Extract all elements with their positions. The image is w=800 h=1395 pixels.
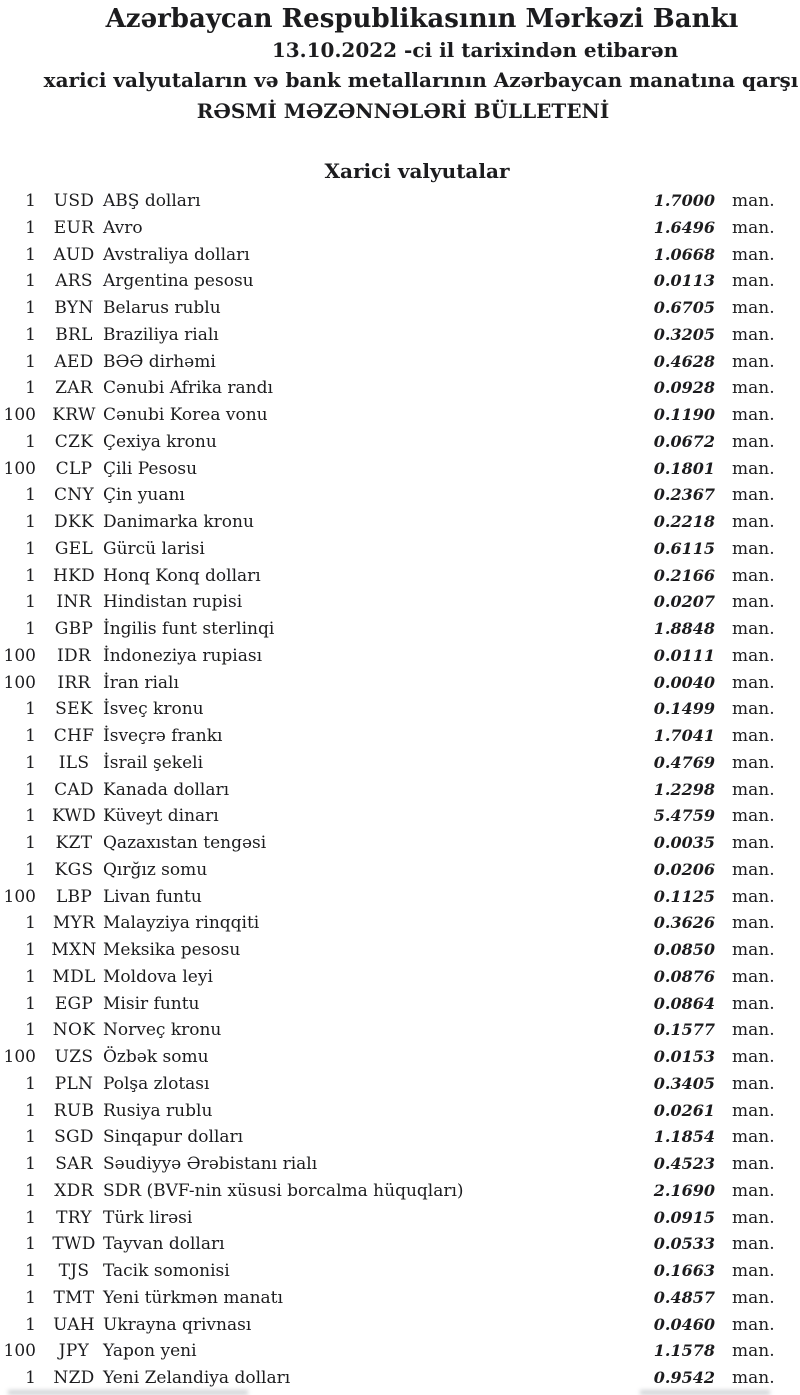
currency-code-cell: CLP	[55, 458, 93, 479]
section-title-foreign-currencies: Xarici valyutalar	[324, 159, 510, 183]
currency-code-cell: ZAR	[55, 378, 93, 399]
currency-name-cell: BƏƏ dirhəmi	[103, 351, 216, 372]
currency-name-cell: Gürcü larisi	[103, 538, 205, 559]
currency-name-cell: Səudiyyə Ərəbistanı rialı	[103, 1154, 318, 1174]
rate-value-cell: 1.1854	[653, 1127, 715, 1147]
quantity-cell: 1	[25, 726, 36, 746]
table-row	[0, 670, 800, 697]
unit-cell: man.	[732, 351, 775, 372]
rate-value-cell: 0.0113	[653, 271, 715, 291]
currency-name-cell: Misir funtu	[103, 993, 200, 1014]
table-row	[0, 1231, 800, 1258]
quantity-cell: 1	[25, 1368, 36, 1388]
currency-code-cell: UAH	[53, 1314, 95, 1335]
rate-value-cell: 0.2367	[653, 485, 715, 505]
currency-name-cell: Avstraliya dolları	[103, 244, 250, 265]
table-row	[0, 509, 800, 536]
currency-name-cell: Meksika pesosu	[103, 940, 241, 960]
quantity-cell: 1	[25, 485, 36, 506]
rate-value-cell: 0.0035	[653, 833, 715, 852]
currency-code-cell: SGD	[54, 1127, 94, 1148]
currency-name-cell: Yapon yeni	[103, 1341, 197, 1362]
quantity-cell: 1	[25, 271, 36, 292]
table-row	[0, 884, 800, 911]
rate-value-cell: 0.9542	[653, 1368, 715, 1387]
currency-code-cell: TMT	[53, 1287, 95, 1308]
currency-code-cell: INR	[56, 592, 92, 613]
rate-value-cell: 0.1499	[653, 699, 715, 719]
table-row	[0, 1285, 800, 1312]
currency-code-cell: KGS	[54, 859, 94, 880]
document-subtitle: xarici valyutaların və bank metallarının Azərbaycan manatına qarşı	[43, 68, 799, 92]
unit-cell: man.	[732, 752, 775, 773]
rate-value-cell: 0.4769	[653, 752, 715, 772]
currency-code-cell: KZT	[55, 833, 93, 853]
currency-name-cell: İsveç kronu	[103, 699, 204, 720]
unit-cell: man.	[732, 940, 775, 960]
rate-value-cell: 0.0533	[653, 1234, 715, 1254]
currency-name-cell: Tayvan dolları	[103, 1234, 225, 1255]
table-row	[0, 937, 800, 964]
rate-value-cell: 0.0850	[653, 940, 715, 959]
quantity-cell: 1	[25, 191, 36, 211]
table-row	[0, 295, 800, 322]
table-row	[0, 830, 800, 857]
currency-name-cell: Kanada dolları	[103, 779, 230, 800]
rate-value-cell: 0.0672	[653, 431, 715, 451]
quantity-cell: 1	[25, 993, 36, 1014]
table-row	[0, 910, 800, 937]
unit-cell: man.	[732, 672, 775, 693]
currency-name-cell: Danimarka kronu	[103, 512, 254, 532]
currency-code-cell: CHF	[53, 726, 95, 746]
currency-name-cell: Qazaxıstan tengəsi	[103, 833, 267, 853]
table-row	[0, 777, 800, 804]
currency-name-cell: Tacik somonisi	[103, 1261, 230, 1281]
rate-value-cell: 2.1690	[653, 1180, 715, 1200]
currency-code-cell: PLN	[54, 1073, 94, 1094]
table-row	[0, 563, 800, 590]
currency-code-cell: DKK	[54, 512, 94, 532]
currency-name-cell: Sinqapur dolları	[103, 1127, 244, 1148]
unit-cell: man.	[732, 833, 775, 853]
table-row	[0, 1178, 800, 1205]
currency-name-cell: Argentina pesosu	[103, 271, 254, 292]
unit-cell: man.	[732, 806, 775, 827]
unit-cell: man.	[732, 1100, 775, 1121]
table-row	[0, 1124, 800, 1151]
currency-code-cell: HKD	[52, 565, 96, 586]
table-row	[0, 188, 800, 215]
rate-value-cell: 1.2298	[653, 779, 715, 799]
quantity-cell: 1	[25, 940, 36, 960]
quantity-cell: 1	[25, 1287, 36, 1308]
quantity-cell: 100	[3, 1341, 36, 1362]
unit-cell: man.	[732, 538, 775, 559]
currency-name-cell: Türk lirəsi	[103, 1207, 193, 1228]
unit-cell: man.	[732, 993, 775, 1014]
unit-cell: man.	[732, 619, 775, 639]
table-row	[0, 402, 800, 429]
table-row	[0, 643, 800, 670]
unit-cell: man.	[732, 405, 775, 425]
quantity-cell: 1	[25, 806, 36, 827]
rate-value-cell: 0.1190	[653, 405, 715, 424]
currency-name-cell: Yeni Zelandiya dolları	[103, 1368, 291, 1388]
quantity-cell: 1	[25, 1073, 36, 1094]
unit-cell: man.	[732, 458, 775, 479]
quantity-cell: 1	[25, 1207, 36, 1228]
rate-value-cell: 0.2218	[653, 512, 715, 531]
currency-name-cell: Malayziya rinqqiti	[103, 913, 260, 934]
unit-cell: man.	[732, 886, 775, 907]
currency-code-cell: TJS	[58, 1261, 90, 1281]
rate-value-cell: 0.1577	[653, 1020, 715, 1040]
currency-code-cell: AED	[54, 351, 94, 372]
rate-value-cell: 0.3205	[653, 324, 715, 344]
unit-cell: man.	[732, 1047, 775, 1067]
rate-value-cell: 1.1578	[653, 1341, 715, 1361]
effective-date-line: 13.10.2022 -ci il tarixindən etibarən	[271, 38, 679, 62]
currency-code-cell: SEK	[55, 699, 93, 720]
currency-code-cell: ARS	[55, 271, 93, 292]
unit-cell: man.	[732, 271, 775, 292]
quantity-cell: 1	[25, 565, 36, 586]
currency-name-cell: Küveyt dinarı	[103, 806, 219, 827]
table-row	[0, 803, 800, 830]
unit-cell: man.	[732, 1154, 775, 1174]
quantity-cell: 1	[25, 913, 36, 934]
quantity-cell: 1	[25, 592, 36, 613]
unit-cell: man.	[732, 1314, 775, 1335]
unit-cell: man.	[732, 1127, 775, 1148]
currency-name-cell: Yeni türkmən manatı	[103, 1287, 283, 1308]
currency-code-cell: ILS	[58, 752, 90, 773]
quantity-cell: 1	[25, 833, 36, 853]
unit-cell: man.	[732, 298, 775, 318]
quantity-cell: 1	[25, 431, 36, 452]
currency-name-cell: Braziliya rialı	[103, 324, 219, 345]
rate-value-cell: 1.6496	[653, 217, 715, 237]
rate-value-cell: 0.0460	[653, 1314, 715, 1334]
quantity-cell: 1	[25, 1100, 36, 1121]
quantity-cell: 1	[25, 512, 36, 532]
currency-name-cell: Rusiya rublu	[103, 1100, 213, 1121]
table-row	[0, 991, 800, 1018]
currency-name-cell: İsrail şekeli	[103, 752, 203, 773]
unit-cell: man.	[732, 512, 775, 532]
currency-name-cell: Hindistan rupisi	[103, 592, 243, 613]
rate-value-cell: 1.7041	[653, 726, 715, 745]
currency-name-cell: Avro	[103, 217, 143, 238]
currency-code-cell: MXN	[51, 940, 97, 960]
table-row	[0, 429, 800, 456]
rate-value-cell: 5.4759	[653, 806, 715, 826]
rate-value-cell: 0.0915	[653, 1207, 715, 1227]
quantity-cell: 100	[3, 645, 36, 666]
currency-name-cell: İngilis funt sterlinqi	[103, 619, 275, 639]
unit-cell: man.	[732, 699, 775, 720]
rate-value-cell: 0.3405	[653, 1073, 715, 1093]
currency-code-cell: BRL	[55, 324, 93, 345]
rate-value-cell: 1.7000	[653, 191, 715, 210]
rate-value-cell: 0.6115	[653, 538, 715, 558]
page-title: Azərbaycan Respublikasının Mərkəzi Bankı	[105, 4, 739, 34]
table-row	[0, 1151, 800, 1178]
rate-value-cell: 0.1663	[653, 1261, 715, 1280]
table-row	[0, 1071, 800, 1098]
currency-code-cell: IDR	[56, 645, 92, 666]
table-row	[0, 1044, 800, 1071]
rate-value-cell: 0.4628	[653, 351, 715, 371]
unit-cell: man.	[732, 1341, 775, 1362]
table-row	[0, 215, 800, 242]
quantity-cell: 1	[25, 1314, 36, 1335]
table-row	[0, 723, 800, 750]
table-row	[0, 322, 800, 349]
unit-cell: man.	[732, 431, 775, 452]
table-row	[0, 750, 800, 777]
quantity-cell: 1	[25, 1180, 36, 1201]
table-row	[0, 964, 800, 991]
table-row	[0, 589, 800, 616]
rate-value-cell: 0.0206	[653, 859, 715, 879]
table-row	[0, 1098, 800, 1125]
currency-code-cell: CAD	[54, 779, 94, 800]
currency-name-cell: Cənubi Korea vonu	[103, 405, 268, 425]
quantity-cell: 100	[3, 1047, 36, 1067]
currency-name-cell: Çin yuanı	[103, 485, 185, 506]
currency-code-cell: XDR	[54, 1180, 94, 1201]
currency-name-cell: İndoneziya rupiası	[103, 645, 263, 666]
exchange-rates-table	[0, 188, 800, 1392]
quantity-cell: 1	[25, 1234, 36, 1255]
table-row	[0, 1338, 800, 1365]
rate-value-cell: 0.0153	[653, 1047, 715, 1066]
currency-code-cell: EGP	[54, 993, 94, 1014]
unit-cell: man.	[732, 913, 775, 934]
currency-code-cell: MDL	[52, 966, 96, 987]
quantity-cell: 1	[25, 1020, 36, 1041]
quantity-cell: 1	[25, 244, 36, 265]
quantity-cell: 100	[3, 405, 36, 425]
unit-cell: man.	[732, 966, 775, 987]
table-row	[0, 536, 800, 563]
currency-code-cell: NOK	[52, 1020, 96, 1041]
rate-value-cell: 0.0876	[653, 966, 715, 986]
currency-code-cell: KWD	[51, 806, 97, 827]
currency-code-cell: KRW	[52, 405, 96, 425]
currency-code-cell: EUR	[53, 217, 95, 238]
quantity-cell: 1	[25, 1261, 36, 1281]
cutoff-next-row-left	[8, 1390, 248, 1395]
table-row	[0, 1205, 800, 1232]
rate-value-cell: 0.2166	[653, 565, 715, 585]
rate-value-cell: 0.1801	[653, 458, 715, 478]
currency-code-cell: MYR	[52, 913, 96, 934]
rate-value-cell: 0.6705	[653, 298, 715, 317]
currency-name-cell: Cənubi Afrika randı	[103, 378, 273, 399]
unit-cell: man.	[732, 1020, 775, 1041]
currency-code-cell: GEL	[54, 538, 94, 559]
rate-value-cell: 0.0928	[653, 378, 715, 398]
currency-name-cell: Norveç kronu	[103, 1020, 222, 1041]
cutoff-next-row-right	[640, 1390, 770, 1395]
table-row	[0, 482, 800, 509]
quantity-cell: 1	[25, 324, 36, 345]
currency-name-cell: Belarus rublu	[103, 298, 221, 318]
table-row	[0, 857, 800, 884]
quantity-cell: 1	[25, 351, 36, 372]
currency-name-cell: Özbək somu	[103, 1047, 209, 1067]
table-row	[0, 349, 800, 376]
quantity-cell: 1	[25, 619, 36, 639]
table-row	[0, 616, 800, 643]
quantity-cell: 1	[25, 966, 36, 987]
quantity-cell: 1	[25, 752, 36, 773]
currency-name-cell: İsveçrə frankı	[103, 726, 223, 746]
rate-value-cell: 0.0261	[653, 1100, 715, 1120]
rate-value-cell: 0.4523	[653, 1154, 715, 1173]
quantity-cell: 1	[25, 1154, 36, 1174]
currency-name-cell: Polşa zlotası	[103, 1073, 210, 1094]
quantity-cell: 1	[25, 538, 36, 559]
document-header	[0, 0, 800, 123]
unit-cell: man.	[732, 1261, 775, 1281]
currency-code-cell: UZS	[54, 1047, 94, 1067]
currency-name-cell: İran rialı	[103, 672, 179, 693]
table-row	[0, 375, 800, 402]
rate-value-cell: 0.1125	[653, 886, 715, 906]
unit-cell: man.	[732, 779, 775, 800]
unit-cell: man.	[732, 1234, 775, 1255]
quantity-cell: 100	[3, 458, 36, 479]
unit-cell: man.	[732, 565, 775, 586]
rate-value-cell: 1.0668	[653, 244, 715, 264]
currency-code-cell: AUD	[53, 244, 95, 265]
unit-cell: man.	[732, 1207, 775, 1228]
unit-cell: man.	[732, 859, 775, 880]
unit-cell: man.	[732, 1073, 775, 1094]
rate-value-cell: 0.0040	[653, 672, 715, 692]
currency-code-cell: SAR	[55, 1154, 93, 1174]
quantity-cell: 1	[25, 217, 36, 238]
rate-value-cell: 0.0111	[653, 645, 715, 665]
unit-cell: man.	[732, 217, 775, 238]
quantity-cell: 1	[25, 298, 36, 318]
unit-cell: man.	[732, 324, 775, 345]
currency-code-cell: RUB	[53, 1100, 95, 1121]
currency-code-cell: USD	[53, 191, 95, 211]
currency-code-cell: CZK	[54, 431, 94, 452]
rate-value-cell: 0.0207	[653, 592, 715, 612]
table-row	[0, 268, 800, 295]
unit-cell: man.	[732, 1180, 775, 1201]
table-row	[0, 456, 800, 483]
quantity-cell: 100	[3, 672, 36, 693]
currency-code-cell: TWD	[52, 1234, 96, 1255]
currency-name-cell: Çili Pesosu	[103, 458, 198, 479]
currency-code-cell: IRR	[57, 672, 91, 693]
quantity-cell: 100	[3, 886, 36, 907]
table-row	[0, 1312, 800, 1339]
quantity-cell: 1	[25, 378, 36, 399]
unit-cell: man.	[732, 485, 775, 506]
currency-name-cell: Çexiya kronu	[103, 431, 217, 452]
unit-cell: man.	[732, 592, 775, 613]
currency-name-cell: Qırğız somu	[103, 859, 208, 880]
unit-cell: man.	[732, 645, 775, 666]
currency-code-cell: LBP	[55, 886, 93, 907]
currency-name-cell: ABŞ dolları	[103, 191, 201, 211]
table-row	[0, 1017, 800, 1044]
table-row	[0, 1365, 800, 1392]
currency-name-cell: SDR (BVF-nin xüsusi borcalma hüquqları)	[103, 1180, 464, 1201]
currency-code-cell: CNY	[53, 485, 94, 506]
unit-cell: man.	[732, 244, 775, 265]
unit-cell: man.	[732, 378, 775, 399]
currency-code-cell: GBP	[54, 619, 94, 639]
table-row	[0, 1258, 800, 1285]
unit-cell: man.	[732, 726, 775, 746]
rate-value-cell: 0.0864	[653, 993, 715, 1013]
table-row	[0, 696, 800, 723]
currency-code-cell: JPY	[58, 1341, 90, 1362]
currency-code-cell: NZD	[53, 1368, 95, 1388]
unit-cell: man.	[732, 1368, 775, 1388]
quantity-cell: 1	[25, 699, 36, 720]
unit-cell: man.	[732, 1287, 775, 1308]
unit-cell: man.	[732, 191, 775, 211]
currency-code-cell: BYN	[54, 298, 94, 318]
quantity-cell: 1	[25, 859, 36, 880]
quantity-cell: 1	[25, 779, 36, 800]
table-row	[0, 242, 800, 269]
rate-value-cell: 0.4857	[653, 1287, 715, 1307]
currency-name-cell: Ukrayna qrivnası	[103, 1314, 252, 1335]
currency-name-cell: Honq Konq dolları	[103, 565, 261, 586]
bulletin-title: RƏSMİ MƏZƏNNƏLƏRİ BÜLLETENİ	[196, 99, 610, 123]
currency-name-cell: Livan funtu	[103, 886, 202, 907]
rate-value-cell: 0.3626	[653, 913, 715, 933]
currency-code-cell: TRY	[56, 1207, 92, 1228]
currency-name-cell: Moldova leyi	[103, 966, 213, 987]
rate-value-cell: 1.8848	[653, 619, 715, 638]
quantity-cell: 1	[25, 1127, 36, 1148]
